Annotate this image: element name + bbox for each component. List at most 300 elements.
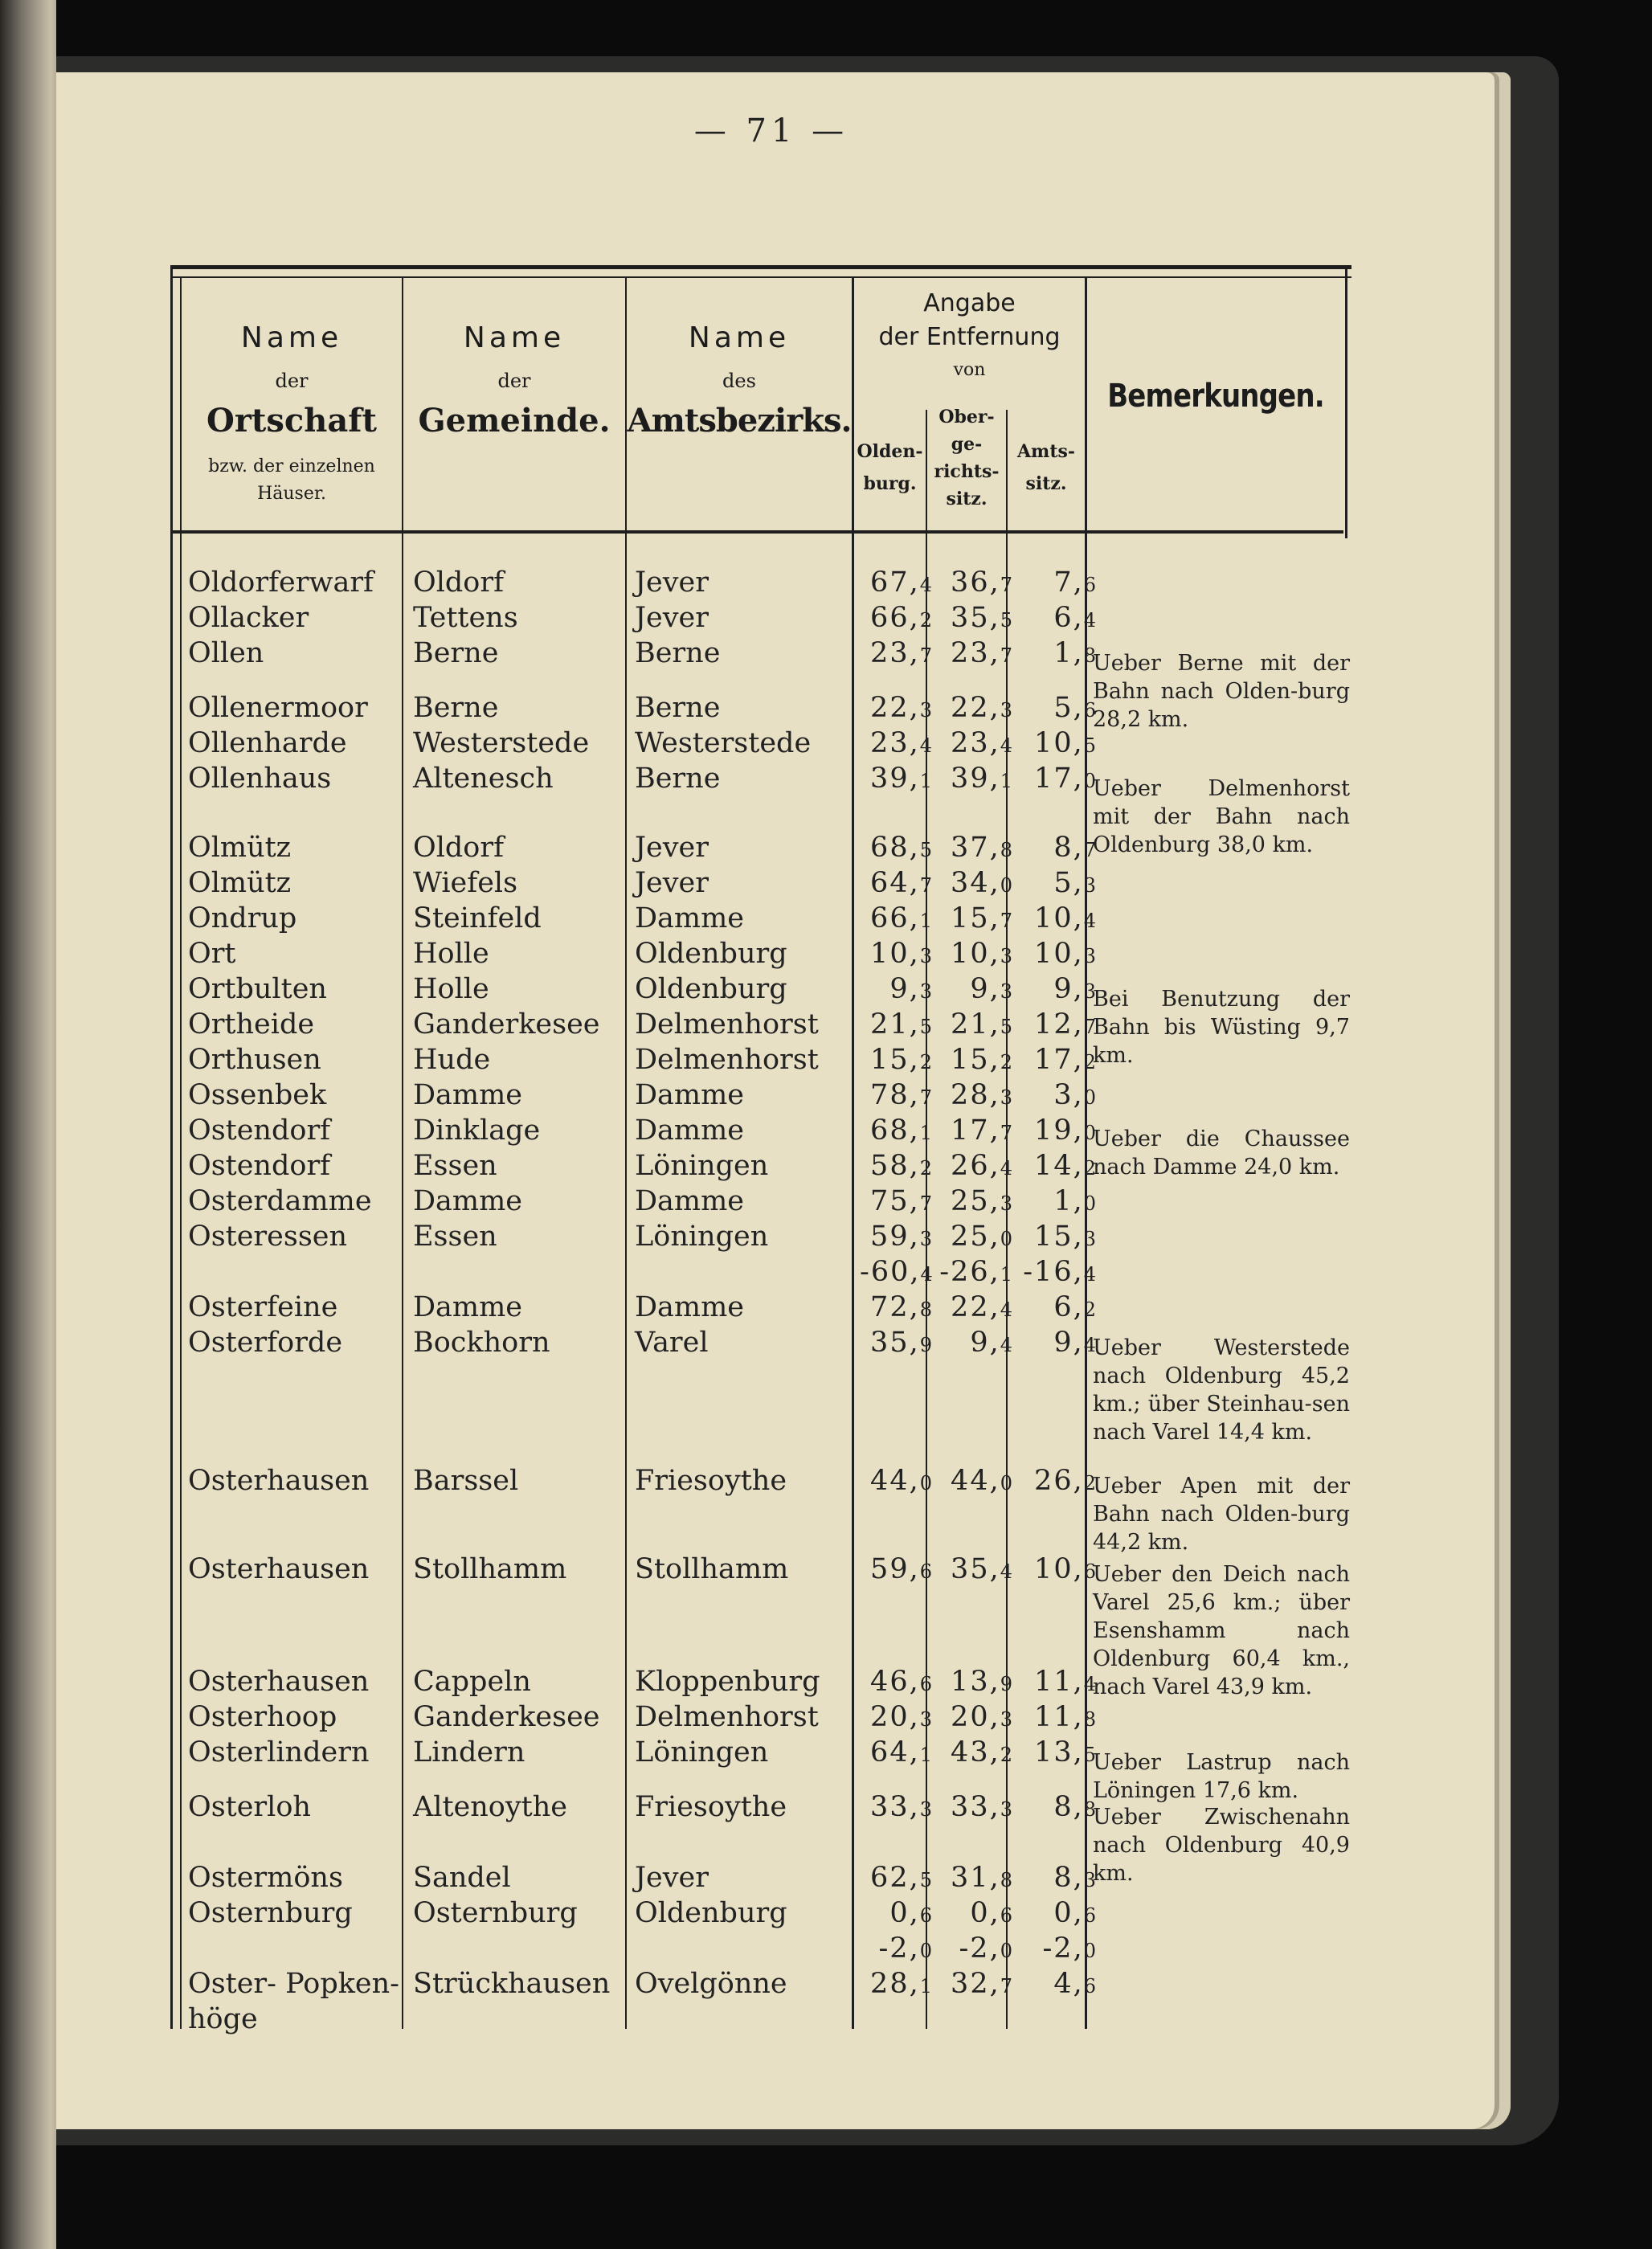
dist-amtssitz-cell-decimal: 6 bbox=[1083, 699, 1096, 722]
dist-oldenburg-cell-decimal: 1 bbox=[919, 910, 932, 932]
dist-obergericht-cell bbox=[935, 1862, 1012, 1894]
dist-amtssitz-cell-decimal: 0 bbox=[1083, 1086, 1096, 1109]
dist-oldenburg-cell-int: 20, bbox=[870, 1701, 920, 1733]
dist-oldenburg-cell-decimal: 7 bbox=[919, 1192, 932, 1215]
dist-obergericht-cell-int: 33, bbox=[951, 1791, 1000, 1823]
dist-obergericht-cell-int: 22, bbox=[951, 1291, 1000, 1323]
dist-amtssitz-cell-int: 3, bbox=[1053, 1079, 1084, 1111]
dist-oldenburg-cell-int: 33, bbox=[870, 1791, 920, 1823]
dist-obergericht-cell-decimal: 7 bbox=[1000, 910, 1012, 932]
dist-oldenburg-cell bbox=[860, 1008, 932, 1041]
dist-obergericht-cell-decimal: 4 bbox=[1000, 1560, 1012, 1583]
dist-obergericht-cell-decimal: 3 bbox=[1000, 980, 1012, 1003]
header-bottom-rule bbox=[170, 530, 1343, 534]
dist-amtssitz-cell-decimal: 6 bbox=[1083, 574, 1096, 596]
dist-obergericht-cell-decimal: 0 bbox=[1000, 1472, 1012, 1495]
dist-obergericht-cell-int: 35, bbox=[951, 1553, 1000, 1585]
dist-oldenburg-cell-decimal: 8 bbox=[919, 1298, 932, 1321]
dist-oldenburg-cell bbox=[860, 1291, 932, 1323]
ortschaft-cell: Ollenermoor bbox=[188, 692, 368, 724]
dist-obergericht-cell bbox=[935, 1666, 1012, 1698]
dist-oldenburg-cell-decimal: 3 bbox=[919, 980, 932, 1003]
ortschaft-cell: Oldorferwarf bbox=[188, 566, 374, 599]
dist-oldenburg-cell-int: 23, bbox=[870, 727, 920, 759]
dist-obergericht-cell-int: 9, bbox=[970, 1327, 1000, 1359]
dist-obergericht-cell bbox=[935, 1968, 1012, 2000]
dist-amtssitz-cell-int: 6, bbox=[1053, 1291, 1084, 1323]
dist-amtssitz-cell bbox=[1016, 1044, 1096, 1076]
dist-oldenburg-cell-int: 78, bbox=[870, 1079, 920, 1111]
dist-obergericht-cell-decimal: 7 bbox=[1000, 644, 1012, 667]
dist-oldenburg-cell bbox=[860, 637, 932, 669]
gemeinde-cell: Wiefels bbox=[413, 867, 518, 899]
dist-obergericht-cell-int: 9, bbox=[970, 973, 1000, 1005]
dist-obergericht-cell-int: 34, bbox=[951, 867, 1000, 899]
amtsbezirk-cell: Jever bbox=[635, 1862, 709, 1894]
dist-oldenburg-cell-decimal: 2 bbox=[919, 1157, 932, 1180]
dist-amtssitz-cell-decimal: 4 bbox=[1083, 1334, 1096, 1356]
table-row bbox=[170, 902, 1351, 938]
dist-obergericht-cell bbox=[935, 1932, 1012, 1965]
dist-amtssitz-cell-int: 4, bbox=[1053, 1968, 1084, 2000]
dist-obergericht-cell-decimal: 2 bbox=[1000, 1051, 1012, 1073]
dist-oldenburg-cell-decimal: 6 bbox=[919, 1560, 932, 1583]
dist-oldenburg-cell bbox=[860, 1327, 932, 1359]
remark-note: Ueber Delmenhorst mit der Bahn nach Oldenburg 38,0 km. bbox=[1093, 776, 1350, 857]
dist-obergericht-cell bbox=[935, 832, 1012, 864]
amtsbezirk-cell: Damme bbox=[635, 902, 745, 934]
ortschaft-cell: Oster- Popken- bbox=[188, 1968, 400, 2000]
dist-oldenburg-cell bbox=[860, 1701, 932, 1733]
ortschaft-cell: Osterlindern bbox=[188, 1736, 370, 1769]
dist-amtssitz-cell-decimal: 3 bbox=[1083, 945, 1096, 967]
amtsbezirk-cell: Stollhamm bbox=[635, 1553, 789, 1585]
ortschaft-cell: Osterfeine bbox=[188, 1291, 338, 1323]
gemeinde-cell: Osternburg bbox=[413, 1897, 578, 1929]
dist-obergericht-cell bbox=[935, 727, 1012, 759]
dist-obergericht-cell-decimal: 4 bbox=[1000, 1157, 1012, 1180]
table-row bbox=[170, 1701, 1351, 1736]
dist-obergericht-cell-int: 15, bbox=[951, 902, 1000, 934]
dist-amtssitz-cell bbox=[1016, 637, 1096, 669]
table-row bbox=[170, 1932, 1351, 1968]
dist-obergericht-cell-int: 43, bbox=[951, 1736, 1000, 1769]
table-row bbox=[170, 2003, 1351, 2038]
dist-obergericht-cell-decimal: 3 bbox=[1000, 1086, 1012, 1109]
header-ortschaft: Ortschaft bbox=[206, 402, 377, 440]
dist-amtssitz-cell-int: 14, bbox=[1034, 1150, 1084, 1182]
dist-oldenburg-cell-int: 28, bbox=[870, 1968, 920, 2000]
dist-oldenburg-cell-decimal: 4 bbox=[919, 734, 932, 757]
amtsbezirk-cell: Löningen bbox=[635, 1221, 769, 1253]
dist-oldenburg-cell bbox=[860, 763, 932, 795]
dist-amtssitz-cell-int: 8, bbox=[1053, 1791, 1084, 1823]
dist-amtssitz-cell bbox=[1016, 1150, 1096, 1182]
dist-amtssitz-cell-decimal: 6 bbox=[1083, 1975, 1096, 1998]
amtsbezirk-cell: Friesoythe bbox=[635, 1791, 787, 1823]
dist-obergericht-cell-int: 25, bbox=[951, 1221, 1000, 1253]
gemeinde-cell: Ganderkesee bbox=[413, 1701, 600, 1733]
dist-oldenburg-cell-int: 59, bbox=[870, 1221, 920, 1253]
dist-oldenburg-cell bbox=[860, 902, 932, 934]
gemeinde-cell: Cappeln bbox=[413, 1666, 531, 1698]
table-row bbox=[170, 1185, 1351, 1221]
dist-oldenburg-cell bbox=[860, 938, 932, 970]
remark-note: Ueber Westerstede nach Oldenburg 45,2 km.; über Steinhau-sen nach Varel 14,4 km. bbox=[1093, 1335, 1350, 1445]
dist-oldenburg-cell-int: 67, bbox=[870, 566, 920, 599]
dist-amtssitz-cell-decimal: 0 bbox=[1083, 1940, 1096, 1962]
dist-amtssitz-cell bbox=[1016, 973, 1096, 1005]
dist-amtssitz-cell-decimal: 7 bbox=[1083, 1016, 1096, 1038]
gemeinde-cell: Altenesch bbox=[413, 763, 554, 795]
dist-oldenburg-cell-decimal: 5 bbox=[919, 1869, 932, 1891]
ortschaft-cell: Olmütz bbox=[188, 867, 292, 899]
dist-obergericht-cell-int: 26, bbox=[951, 1150, 1000, 1182]
dist-oldenburg-cell-decimal: 1 bbox=[919, 1744, 932, 1766]
dist-obergericht-cell bbox=[935, 1897, 1012, 1929]
dist-amtssitz-cell-decimal: 4 bbox=[1083, 910, 1096, 932]
dist-oldenburg-cell bbox=[860, 1553, 932, 1585]
dist-obergericht-cell bbox=[935, 1791, 1012, 1823]
dist-oldenburg-cell-int: 35, bbox=[870, 1327, 920, 1359]
header-von: von bbox=[953, 360, 986, 380]
dist-obergericht-cell bbox=[935, 1256, 1012, 1288]
dist-obergericht-cell bbox=[935, 763, 1012, 795]
dist-amtssitz-cell-int: 10, bbox=[1034, 1553, 1084, 1585]
dist-obergericht-cell-int: 0, bbox=[970, 1897, 1000, 1929]
dist-obergericht-cell bbox=[935, 1553, 1012, 1585]
dist-amtssitz-cell-decimal: 3 bbox=[1083, 1228, 1096, 1250]
dist-oldenburg-cell-int: 68, bbox=[870, 1114, 920, 1147]
amtsbezirk-cell: Delmenhorst bbox=[635, 1044, 819, 1076]
dist-amtssitz-cell-decimal: 0 bbox=[1083, 1192, 1096, 1215]
dist-obergericht-cell bbox=[935, 637, 1012, 669]
dist-obergericht-cell-int: 35, bbox=[951, 602, 1000, 634]
dist-amtssitz-cell bbox=[1016, 1185, 1096, 1217]
dist-amtssitz-cell-decimal: 5 bbox=[1083, 734, 1096, 757]
dist-amtssitz-cell bbox=[1016, 1256, 1096, 1288]
dist-amtssitz-cell bbox=[1016, 902, 1096, 934]
header-ort-der: der bbox=[275, 370, 309, 392]
dist-oldenburg-cell-decimal: 0 bbox=[919, 1472, 932, 1495]
gemeinde-cell: Damme bbox=[413, 1079, 523, 1111]
ortschaft-cell: Orthusen bbox=[188, 1044, 321, 1076]
dist-oldenburg-cell bbox=[860, 692, 932, 724]
ortschaft-cell: Ondrup bbox=[188, 902, 297, 934]
dist-amtssitz-cell-decimal: 6 bbox=[1083, 1904, 1096, 1927]
dist-oldenburg-cell bbox=[860, 1465, 932, 1497]
dist-oldenburg-cell-int: 58, bbox=[870, 1150, 920, 1182]
gemeinde-cell: Hude bbox=[413, 1044, 491, 1076]
dist-obergericht-cell-decimal: 4 bbox=[1000, 734, 1012, 757]
dist-oldenburg-cell bbox=[860, 1862, 932, 1894]
dist-amtssitz-cell-int: 5, bbox=[1053, 867, 1084, 899]
amtsbezirk-cell: Damme bbox=[635, 1185, 745, 1217]
dist-obergericht-cell bbox=[935, 1079, 1012, 1111]
gemeinde-cell: Barssel bbox=[413, 1465, 519, 1497]
dist-amtssitz-cell-decimal: 0 bbox=[1083, 1122, 1096, 1144]
gemeinde-cell: Bockhorn bbox=[413, 1327, 550, 1359]
header-angabe: Angabe bbox=[923, 289, 1016, 317]
dist-amtssitz-cell bbox=[1016, 1008, 1096, 1041]
dist-amtssitz-cell-decimal: 4 bbox=[1083, 1263, 1096, 1286]
ortschaft-cell: Osterhausen bbox=[188, 1666, 370, 1698]
amtsbezirk-cell: Ovelgönne bbox=[635, 1968, 787, 2000]
amtsbezirk-cell: Jever bbox=[635, 602, 709, 634]
dist-oldenburg-cell bbox=[860, 1791, 932, 1823]
dist-oldenburg-cell bbox=[860, 1221, 932, 1253]
dist-amtssitz-cell-decimal: 3 bbox=[1083, 1869, 1096, 1891]
dist-oldenburg-cell-int: 64, bbox=[870, 867, 920, 899]
gemeinde-cell: Essen bbox=[413, 1221, 497, 1253]
dist-oldenburg-cell bbox=[860, 973, 932, 1005]
dist-obergericht-cell-decimal: 3 bbox=[1000, 699, 1012, 722]
dist-amtssitz-cell-int: 7, bbox=[1053, 566, 1084, 599]
dist-oldenburg-cell-decimal: 4 bbox=[919, 574, 932, 596]
dist-amtssitz-cell bbox=[1016, 1666, 1096, 1698]
dist-amtssitz-cell-decimal: 8 bbox=[1083, 644, 1096, 667]
amtsbezirk-cell: Löningen bbox=[635, 1736, 769, 1769]
dist-oldenburg-cell-int: 59, bbox=[870, 1553, 920, 1585]
dist-obergericht-cell bbox=[935, 1150, 1012, 1182]
dist-amtssitz-cell bbox=[1016, 832, 1096, 864]
dist-amtssitz-cell-int: 5, bbox=[1053, 692, 1084, 724]
amtsbezirk-cell: Delmenhorst bbox=[635, 1008, 819, 1041]
amtsbezirk-cell: Varel bbox=[635, 1327, 709, 1359]
gemeinde-cell: Oldorf bbox=[413, 832, 505, 864]
dist-obergericht-cell-decimal: 2 bbox=[1000, 1744, 1012, 1766]
gemeinde-cell: Steinfeld bbox=[413, 902, 542, 934]
dist-obergericht-cell-int: 31, bbox=[951, 1862, 1000, 1894]
dist-obergericht-cell bbox=[935, 973, 1012, 1005]
dist-oldenburg-cell-int: 15, bbox=[870, 1044, 920, 1076]
table-row bbox=[170, 938, 1351, 973]
distance-table bbox=[170, 265, 1351, 2033]
dist-obergericht-cell bbox=[935, 1044, 1012, 1076]
dist-oldenburg-cell-int: 62, bbox=[870, 1862, 920, 1894]
dist-obergericht-cell bbox=[935, 1114, 1012, 1147]
dist-amtssitz-cell-decimal: 3 bbox=[1083, 874, 1096, 897]
dist-amtssitz-cell bbox=[1016, 692, 1096, 724]
dist-amtssitz-cell-decimal: 7 bbox=[1083, 839, 1096, 861]
dist-amtssitz-cell-int: 19, bbox=[1034, 1114, 1084, 1147]
dist-oldenburg-cell-int: 66, bbox=[870, 902, 920, 934]
amtsbezirk-cell: Jever bbox=[635, 832, 709, 864]
ortschaft-cell: Osternburg bbox=[188, 1897, 353, 1929]
dist-amtssitz-cell-int: 0, bbox=[1053, 1897, 1084, 1929]
header-bemerkungen: Bemerkungen. bbox=[1107, 378, 1324, 415]
dist-obergericht-cell bbox=[935, 692, 1012, 724]
amtsbezirk-cell: Oldenburg bbox=[635, 938, 787, 970]
dist-amtssitz-cell bbox=[1016, 1553, 1096, 1585]
dist-oldenburg-cell-int: 66, bbox=[870, 602, 920, 634]
dist-oldenburg-cell-int: -2, bbox=[878, 1932, 920, 1965]
header-entfernung: der Entfernung bbox=[878, 323, 1061, 351]
dist-oldenburg-cell bbox=[860, 602, 932, 634]
dist-obergericht-cell-int: -26, bbox=[939, 1256, 1000, 1288]
header-amt-name: Name bbox=[688, 321, 791, 354]
dist-oldenburg-cell-decimal: 6 bbox=[919, 1673, 932, 1695]
amtsbezirk-cell: Berne bbox=[635, 763, 721, 795]
dist-obergericht-cell-decimal: 7 bbox=[1000, 1975, 1012, 1998]
dist-amtssitz-cell-int: 17, bbox=[1034, 1044, 1084, 1076]
dist-obergericht-cell-decimal: 3 bbox=[1000, 1708, 1012, 1731]
header-amt-des: des bbox=[722, 370, 756, 392]
dist-obergericht-cell-decimal: 3 bbox=[1000, 1798, 1012, 1821]
dist-oldenburg-cell bbox=[860, 1736, 932, 1769]
dist-oldenburg-cell-int: 46, bbox=[870, 1666, 920, 1698]
dist-obergericht-cell bbox=[935, 602, 1012, 634]
header-ort-sub2: Häuser. bbox=[257, 484, 326, 504]
remark-note: Ueber den Deich nach Varel 25,6 km.; über Esenshamm nach Oldenburg 60,4 km., nach Varel 43,9 km. bbox=[1093, 1562, 1350, 1699]
dist-obergericht-cell-int: 23, bbox=[951, 727, 1000, 759]
header-gem-der: der bbox=[497, 370, 531, 392]
gemeinde-cell: Berne bbox=[413, 637, 499, 669]
previous-page-edge bbox=[0, 0, 56, 2249]
dist-oldenburg-cell-decimal: 3 bbox=[919, 1708, 932, 1731]
dist-obergericht-cell-int: 22, bbox=[951, 692, 1000, 724]
dist-obergericht-cell-int: 23, bbox=[951, 637, 1000, 669]
dist-obergericht-cell-decimal: 0 bbox=[1000, 1228, 1012, 1250]
dist-oldenburg-cell bbox=[860, 867, 932, 899]
amtsbezirk-cell: Löningen bbox=[635, 1150, 769, 1182]
remark-note: Ueber die Chaussee nach Damme 24,0 km. bbox=[1093, 1127, 1350, 1180]
amtsbezirk-cell: Oldenburg bbox=[635, 973, 787, 1005]
dist-obergericht-cell-decimal: 7 bbox=[1000, 1122, 1012, 1144]
dist-obergericht-cell bbox=[935, 566, 1012, 599]
dist-oldenburg-cell-int: 44, bbox=[870, 1465, 920, 1497]
table-row bbox=[170, 867, 1351, 902]
dist-obergericht-cell-int: 32, bbox=[951, 1968, 1000, 2000]
dist-obergericht-cell-int: 39, bbox=[951, 763, 1000, 795]
gemeinde-cell: Tettens bbox=[413, 602, 518, 634]
dist-obergericht-cell-decimal: 8 bbox=[1000, 1869, 1012, 1891]
ortschaft-cell: Olmütz bbox=[188, 832, 292, 864]
dist-amtssitz-cell-int: 11, bbox=[1034, 1701, 1084, 1733]
dist-amtssitz-cell-decimal: 2 bbox=[1083, 1051, 1096, 1073]
ortschaft-cell: Ollen bbox=[188, 637, 264, 669]
dist-amtssitz-cell-decimal: 6 bbox=[1083, 1560, 1096, 1583]
amtsbezirk-cell: Delmenhorst bbox=[635, 1701, 819, 1733]
dist-oldenburg-cell bbox=[860, 1256, 932, 1288]
dist-amtssitz-cell-decimal: 0 bbox=[1083, 770, 1096, 792]
gemeinde-cell: Sandel bbox=[413, 1862, 511, 1894]
dist-obergericht-cell-int: 13, bbox=[951, 1666, 1000, 1698]
header-gem-name: Name bbox=[463, 321, 566, 354]
gemeinde-cell: Altenoythe bbox=[413, 1791, 567, 1823]
dist-amtssitz-cell-int: -16, bbox=[1023, 1256, 1084, 1288]
remark-note: Ueber Berne mit der Bahn nach Olden-burg 28,2 km. bbox=[1093, 651, 1350, 732]
dist-obergericht-cell-int: 20, bbox=[951, 1701, 1000, 1733]
header-amtsbezirks: Amtsbezirks. bbox=[627, 402, 852, 440]
dist-amtssitz-cell-decimal: 8 bbox=[1083, 1708, 1096, 1731]
table-row bbox=[170, 1256, 1351, 1291]
ortschaft-cell: Osterhausen bbox=[188, 1465, 370, 1497]
dist-oldenburg-cell bbox=[860, 1897, 932, 1929]
dist-amtssitz-cell bbox=[1016, 1465, 1096, 1497]
dist-oldenburg-cell bbox=[860, 1185, 932, 1217]
dist-obergericht-cell bbox=[935, 1736, 1012, 1769]
amtsbezirk-cell: Damme bbox=[635, 1114, 745, 1147]
gemeinde-cell: Dinklage bbox=[413, 1114, 541, 1147]
ortschaft-cell: Ortbulten bbox=[188, 973, 327, 1005]
dist-obergericht-cell-int: -2, bbox=[959, 1932, 1000, 1965]
dist-amtssitz-cell-int: 6, bbox=[1053, 602, 1084, 634]
dist-obergericht-cell-decimal: 4 bbox=[1000, 1334, 1012, 1356]
gemeinde-cell: Holle bbox=[413, 938, 489, 970]
dist-oldenburg-cell-decimal: 0 bbox=[919, 1940, 932, 1962]
dist-obergericht-cell-int: 10, bbox=[951, 938, 1000, 970]
dist-oldenburg-cell-decimal: 2 bbox=[919, 609, 932, 632]
dist-obergericht-cell-decimal: 3 bbox=[1000, 945, 1012, 967]
gemeinde-cell: Stollhamm bbox=[413, 1553, 567, 1585]
dist-oldenburg-cell-decimal: 1 bbox=[919, 770, 932, 792]
dist-oldenburg-cell-int: 9, bbox=[889, 973, 920, 1005]
dist-oldenburg-cell-decimal: 5 bbox=[919, 839, 932, 861]
dist-obergericht-cell bbox=[935, 1185, 1012, 1217]
ortschaft-cell: Osterforde bbox=[188, 1327, 343, 1359]
gemeinde-cell: Lindern bbox=[413, 1736, 525, 1769]
dist-oldenburg-cell bbox=[860, 1666, 932, 1698]
dist-obergericht-cell-decimal: 8 bbox=[1000, 839, 1012, 861]
page-number: — 71 — bbox=[693, 112, 849, 149]
dist-oldenburg-cell bbox=[860, 566, 932, 599]
dist-amtssitz-cell bbox=[1016, 1736, 1096, 1769]
dist-obergericht-cell bbox=[935, 1291, 1012, 1323]
amtsbezirk-cell: Friesoythe bbox=[635, 1465, 787, 1497]
amtsbezirk-cell: Oldenburg bbox=[635, 1897, 787, 1929]
table-row bbox=[170, 1968, 1351, 2003]
table-row bbox=[170, 1291, 1351, 1327]
dist-obergericht-cell-int: 17, bbox=[951, 1114, 1000, 1147]
gemeinde-cell: Strückhausen bbox=[413, 1968, 611, 2000]
dist-amtssitz-cell-int: 10, bbox=[1034, 727, 1084, 759]
dist-oldenburg-cell-decimal: 3 bbox=[919, 699, 932, 722]
ortschaft-cell: Ollenhaus bbox=[188, 763, 332, 795]
table-top-rule-inner bbox=[170, 276, 1351, 278]
table-row bbox=[170, 602, 1351, 637]
dist-oldenburg-cell-decimal: 1 bbox=[919, 1122, 932, 1144]
dist-obergericht-cell-int: 21, bbox=[951, 1008, 1000, 1041]
dist-oldenburg-cell bbox=[860, 1044, 932, 1076]
dist-oldenburg-cell-int: 0, bbox=[889, 1897, 920, 1929]
dist-oldenburg-cell-int: 39, bbox=[870, 763, 920, 795]
dist-obergericht-cell-decimal: 1 bbox=[1000, 1263, 1012, 1286]
dist-amtssitz-cell-decimal: 2 bbox=[1083, 1298, 1096, 1321]
gemeinde-cell: Damme bbox=[413, 1185, 523, 1217]
dist-oldenburg-cell-int: 72, bbox=[870, 1291, 920, 1323]
header-sub-amtssitz: Amts- sitz. bbox=[1016, 441, 1076, 494]
dist-oldenburg-cell bbox=[860, 1932, 932, 1965]
ortschaft-cell: Osterhoop bbox=[188, 1701, 337, 1733]
dist-amtssitz-cell-int: 8, bbox=[1053, 1862, 1084, 1894]
ortschaft-cell: Ortheide bbox=[188, 1008, 315, 1041]
gemeinde-cell: Ganderkesee bbox=[413, 1008, 600, 1041]
dist-obergericht-cell-decimal: 1 bbox=[1000, 770, 1012, 792]
dist-obergericht-cell bbox=[935, 1327, 1012, 1359]
dist-oldenburg-cell-int: 21, bbox=[870, 1008, 920, 1041]
dist-amtssitz-cell-int: 1, bbox=[1053, 1185, 1084, 1217]
dist-oldenburg-cell-decimal: 3 bbox=[919, 945, 932, 967]
dist-oldenburg-cell-decimal: 2 bbox=[919, 1051, 932, 1073]
dist-amtssitz-cell-decimal: 4 bbox=[1083, 609, 1096, 632]
dist-oldenburg-cell-decimal: 7 bbox=[919, 874, 932, 897]
amtsbezirk-cell: Kloppenburg bbox=[635, 1666, 820, 1698]
dist-oldenburg-cell-int: 22, bbox=[870, 692, 920, 724]
dist-amtssitz-cell bbox=[1016, 1968, 1096, 2000]
dist-amtssitz-cell bbox=[1016, 1791, 1096, 1823]
dist-oldenburg-cell-int: -60, bbox=[860, 1256, 921, 1288]
